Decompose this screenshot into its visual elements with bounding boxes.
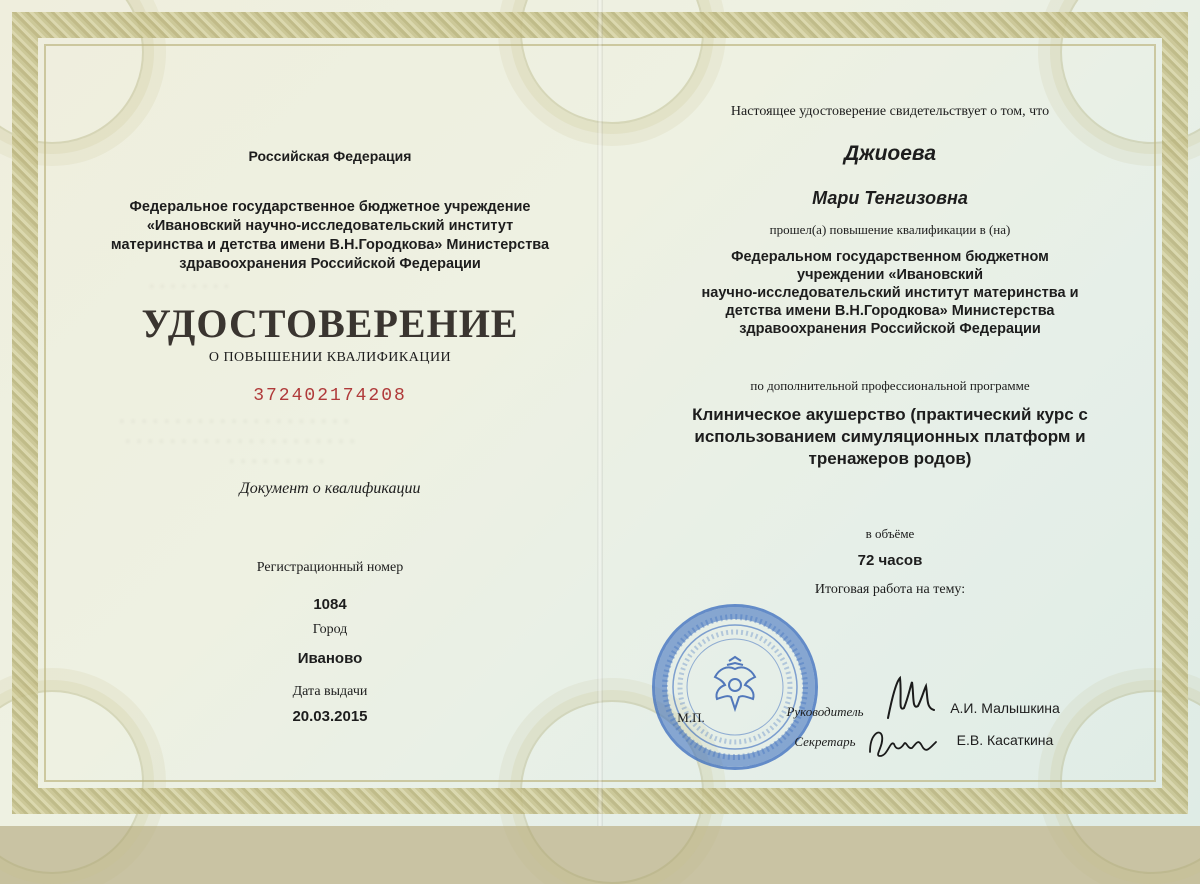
training-institution-line: Федеральном государственном бюджетном: [731, 249, 1049, 265]
issue-date: 20.03.2015: [292, 708, 368, 725]
volume-label: в объёме: [865, 526, 915, 541]
secretary-name: Е.В. Касаткина: [956, 732, 1054, 748]
country-label: Российская Федерация: [248, 148, 412, 164]
intro-text: Настоящее удостоверение свидетельствует о том, что: [730, 104, 1050, 119]
registration-number: 1084: [313, 596, 347, 613]
document-subtitle: О ПОВЫШЕНИИ КВАЛИФИКАЦИИ: [208, 350, 452, 365]
training-institution: [640, 248, 1140, 338]
program-title-line: использованием симуляционных платформ и: [694, 427, 1086, 446]
secretary-signature: [864, 722, 940, 762]
bleed-through-text: . . . . . . . . .: [230, 450, 326, 465]
secretary-label: Секретарь: [794, 734, 856, 749]
program-label: по дополнительной профессиональной программе: [750, 378, 1030, 393]
issuer-institution: [80, 198, 580, 274]
issuer-line: материнства и детства имени В.Н.Городкова» Министерства: [110, 237, 550, 253]
city: Иваново: [297, 650, 363, 667]
seal-place-label: М.П.: [677, 710, 705, 725]
director-signature: [880, 668, 940, 724]
recipient-name: Мари Тенгизовна: [812, 188, 968, 208]
training-institution-line: научно-исследовательский институт материнства и: [701, 285, 1079, 301]
completed-text: прошел(а) повышение квалификации в (на): [769, 222, 1011, 237]
volume-hours: 72 часов: [857, 552, 923, 569]
recipient-surname: Джиоева: [843, 142, 937, 165]
page-fold: [597, 0, 603, 826]
issuer-line: «Ивановский научно-исследовательский институт: [146, 218, 514, 234]
program-title: [640, 404, 1140, 470]
bleed-through-text: . . . . . . . .: [150, 276, 231, 290]
program-title-line: тренажеров родов): [808, 449, 972, 468]
document-title: УДОСТОВЕРЕНИЕ: [141, 301, 519, 346]
director-label: Руководитель: [786, 704, 864, 719]
registration-number-label: Регистрационный номер: [256, 560, 404, 575]
city-label: Город: [312, 622, 348, 637]
issue-date-label: Дата выдачи: [292, 684, 368, 699]
training-institution-line: учреждении «Ивановский: [797, 267, 983, 283]
final-work-label: Итоговая работа на тему:: [814, 582, 966, 597]
issuer-line: Федеральное государственное бюджетное учреждение: [129, 199, 531, 215]
program-title-line: Клиническое акушерство (практический курс с: [692, 405, 1088, 424]
training-institution-line: здравоохранения Российской Федерации: [739, 321, 1041, 337]
bleed-through-text: . . . . . . . . . . . . . . . . . . . . .: [126, 430, 357, 445]
issuer-line: здравоохранения Российской Федерации: [179, 256, 481, 272]
bleed-through-text: . . . . . . . . . . . . . . . . . . . . .: [120, 410, 351, 425]
director-name: А.И. Малышкина: [950, 700, 1060, 716]
serial-number: 372402174208: [253, 386, 407, 406]
document-type: Документ о квалификации: [239, 480, 421, 497]
training-institution-line: детства имени В.Н.Городкова» Министерства: [725, 303, 1055, 319]
